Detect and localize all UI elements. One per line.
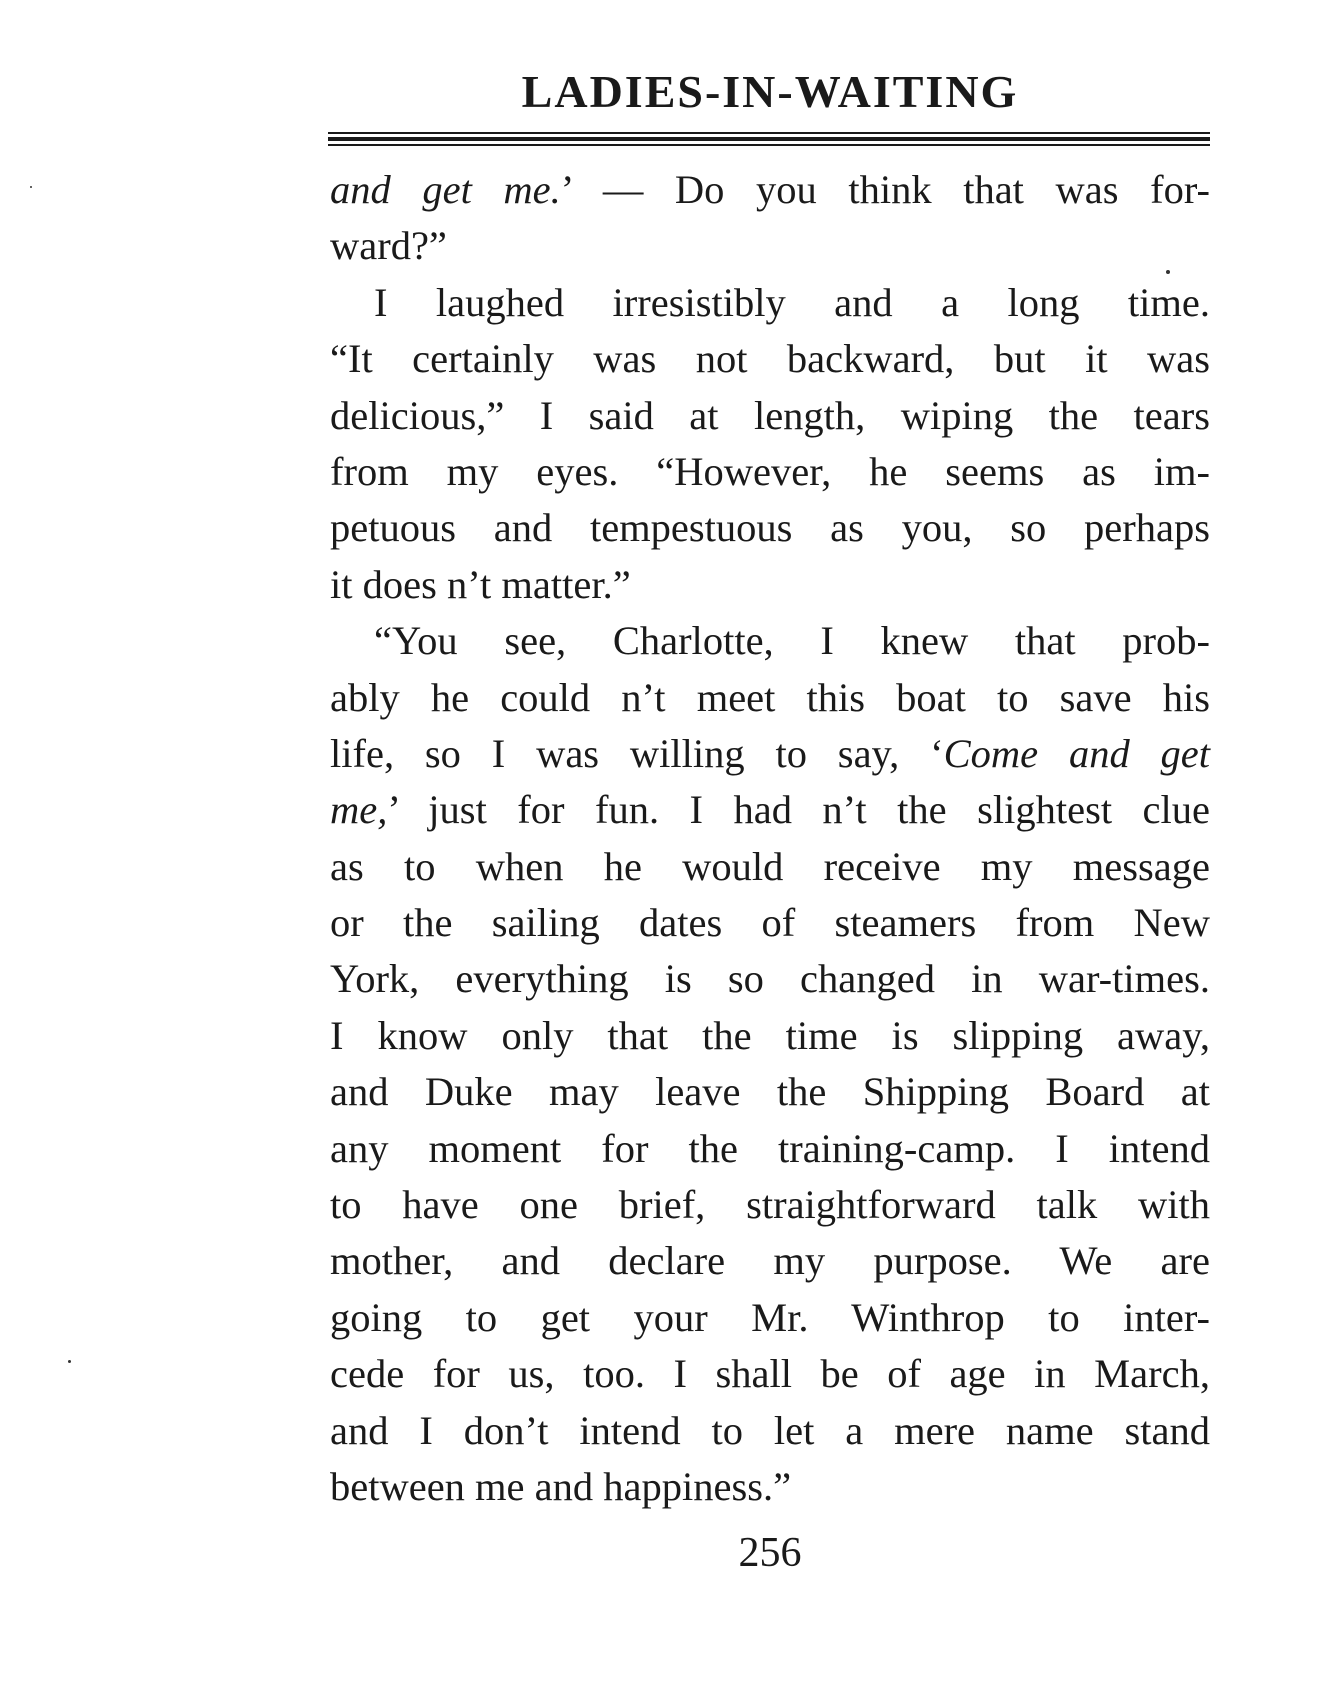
text-line (330, 275, 1210, 331)
text-line (330, 500, 1210, 556)
text-line (330, 162, 1210, 218)
text-line (330, 1346, 1210, 1402)
text-line (330, 388, 1210, 444)
text-run: to have one brief, straightforward talk with (330, 1182, 1210, 1228)
rule-line-bottom (328, 144, 1210, 146)
text-line (330, 1233, 1210, 1289)
text-run: or the sailing dates of steamers from New (330, 900, 1210, 946)
text-line (330, 331, 1210, 387)
text-run: mother, and declare my purpose. We are (330, 1238, 1210, 1284)
text-run: ’ just for fun. I had n’t the slightest clue (387, 787, 1210, 833)
text-line (330, 951, 1210, 1007)
italic-text-run: and get me. (330, 167, 561, 212)
text-run: cede for us, too. I shall be of age in March, (330, 1351, 1210, 1397)
text-line (330, 839, 1210, 895)
text-run: it does n’t matter.” (330, 561, 631, 607)
text-run: ably he could n’t meet this boat to save his (330, 674, 1210, 720)
text-line (330, 782, 1210, 838)
text-line (330, 1064, 1210, 1120)
text-line (330, 613, 1210, 669)
text-run: and I don’t intend to let a mere name stand (330, 1407, 1210, 1453)
text-run: I know only that the time is slipping away, (330, 1012, 1210, 1058)
text-run: going to get your Mr. Winthrop to inter- (330, 1294, 1210, 1340)
text-line (330, 670, 1210, 726)
page-number: 256 (738, 1530, 802, 1576)
text-line (330, 1008, 1210, 1064)
text-line (330, 1403, 1210, 1459)
text-line (330, 895, 1210, 951)
scan-speck (68, 1360, 71, 1363)
running-head: LADIES-IN-WAITING (521, 66, 1019, 117)
text-line (330, 218, 1210, 274)
text-line (330, 1121, 1210, 1177)
text-run: as to when he would receive my message (330, 843, 1210, 889)
scan-speck (1166, 270, 1170, 274)
text-line (330, 1459, 1210, 1515)
text-run: ward?” (330, 223, 447, 269)
text-run: delicious,” I said at length, wiping the tears (330, 392, 1210, 438)
text-line (330, 444, 1210, 500)
text-run: between me and happiness.” (330, 1463, 792, 1509)
body-text (330, 162, 1210, 1515)
italic-text-run: Come and get (943, 730, 1210, 776)
text-line (330, 1290, 1210, 1346)
text-run: York, everything is so changed in war-times. (330, 956, 1210, 1002)
text-line (330, 557, 1210, 613)
rule-line-top (328, 132, 1210, 134)
text-run: from my eyes. “However, he seems as im- (330, 448, 1210, 494)
text-run: life, so I was willing to say, ‘ (330, 730, 944, 776)
text-line (330, 1177, 1210, 1233)
italic-text-run: me, (330, 787, 388, 833)
text-run: I laughed irresistibly and a long time. (374, 279, 1210, 325)
text-run: “It certainly was not backward, but it was (330, 336, 1210, 382)
text-run: ’ — Do you think that was for- (560, 167, 1210, 212)
text-run: “You see, Charlotte, I knew that prob- (374, 618, 1210, 664)
text-run: any moment for the training-camp. I intend (330, 1125, 1210, 1171)
header-double-rule (328, 132, 1210, 146)
rule-line-middle (328, 137, 1210, 141)
text-run: and Duke may leave the Shipping Board at (330, 1069, 1210, 1115)
scan-speck (30, 186, 32, 188)
text-line (330, 726, 1210, 782)
text-run: petuous and tempestuous as you, so perhaps (330, 505, 1210, 551)
